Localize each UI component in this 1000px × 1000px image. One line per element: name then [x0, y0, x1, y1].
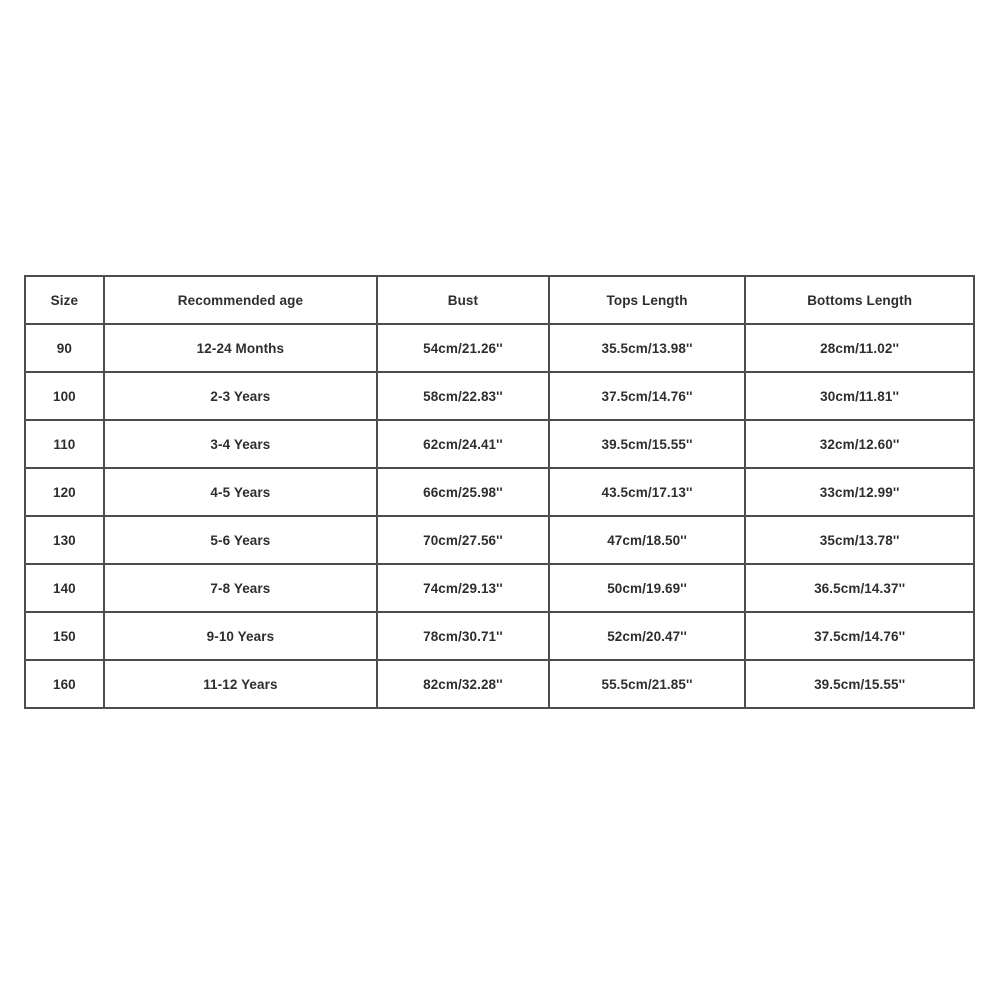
table-cell: 100: [25, 372, 104, 420]
table-cell: 120: [25, 468, 104, 516]
table-cell: 37.5cm/14.76'': [745, 612, 974, 660]
table-row: [25, 372, 974, 420]
size-chart-table: [24, 275, 975, 709]
table-cell: 55.5cm/21.85'': [549, 660, 745, 708]
size-chart-body: [25, 324, 974, 708]
table-cell: 11-12 Years: [104, 660, 377, 708]
table-cell: 62cm/24.41'': [377, 420, 549, 468]
size-chart-header-row: [25, 276, 974, 324]
table-row: [25, 612, 974, 660]
table-cell: 7-8 Years: [104, 564, 377, 612]
table-cell: 39.5cm/15.55'': [745, 660, 974, 708]
table-cell: 43.5cm/17.13'': [549, 468, 745, 516]
table-cell: 58cm/22.83'': [377, 372, 549, 420]
table-row: [25, 564, 974, 612]
table-cell: 3-4 Years: [104, 420, 377, 468]
table-cell: 39.5cm/15.55'': [549, 420, 745, 468]
table-cell: 66cm/25.98'': [377, 468, 549, 516]
table-cell: 47cm/18.50'': [549, 516, 745, 564]
table-cell: 9-10 Years: [104, 612, 377, 660]
table-cell: 30cm/11.81'': [745, 372, 974, 420]
table-cell: 12-24 Months: [104, 324, 377, 372]
column-header-bust: Bust: [377, 276, 549, 324]
table-cell: 28cm/11.02'': [745, 324, 974, 372]
table-cell: 130: [25, 516, 104, 564]
table-cell: 82cm/32.28'': [377, 660, 549, 708]
table-cell: 52cm/20.47'': [549, 612, 745, 660]
table-cell: 35cm/13.78'': [745, 516, 974, 564]
table-cell: 140: [25, 564, 104, 612]
table-cell: 90: [25, 324, 104, 372]
table-cell: 37.5cm/14.76'': [549, 372, 745, 420]
table-row: [25, 660, 974, 708]
table-cell: 110: [25, 420, 104, 468]
column-header-recommended-age: Recommended age: [104, 276, 377, 324]
table-cell: 78cm/30.71'': [377, 612, 549, 660]
table-row: [25, 420, 974, 468]
table-row: [25, 468, 974, 516]
table-cell: 2-3 Years: [104, 372, 377, 420]
column-header-size: Size: [25, 276, 104, 324]
table-cell: 36.5cm/14.37'': [745, 564, 974, 612]
table-cell: 160: [25, 660, 104, 708]
table-cell: 54cm/21.26'': [377, 324, 549, 372]
table-cell: 32cm/12.60'': [745, 420, 974, 468]
table-row: [25, 324, 974, 372]
table-row: [25, 516, 974, 564]
table-cell: 70cm/27.56'': [377, 516, 549, 564]
table-cell: 74cm/29.13'': [377, 564, 549, 612]
table-cell: 50cm/19.69'': [549, 564, 745, 612]
table-cell: 150: [25, 612, 104, 660]
table-cell: 4-5 Years: [104, 468, 377, 516]
column-header-bottoms-length: Bottoms Length: [745, 276, 974, 324]
table-cell: 35.5cm/13.98'': [549, 324, 745, 372]
column-header-tops-length: Tops Length: [549, 276, 745, 324]
table-cell: 33cm/12.99'': [745, 468, 974, 516]
table-cell: 5-6 Years: [104, 516, 377, 564]
